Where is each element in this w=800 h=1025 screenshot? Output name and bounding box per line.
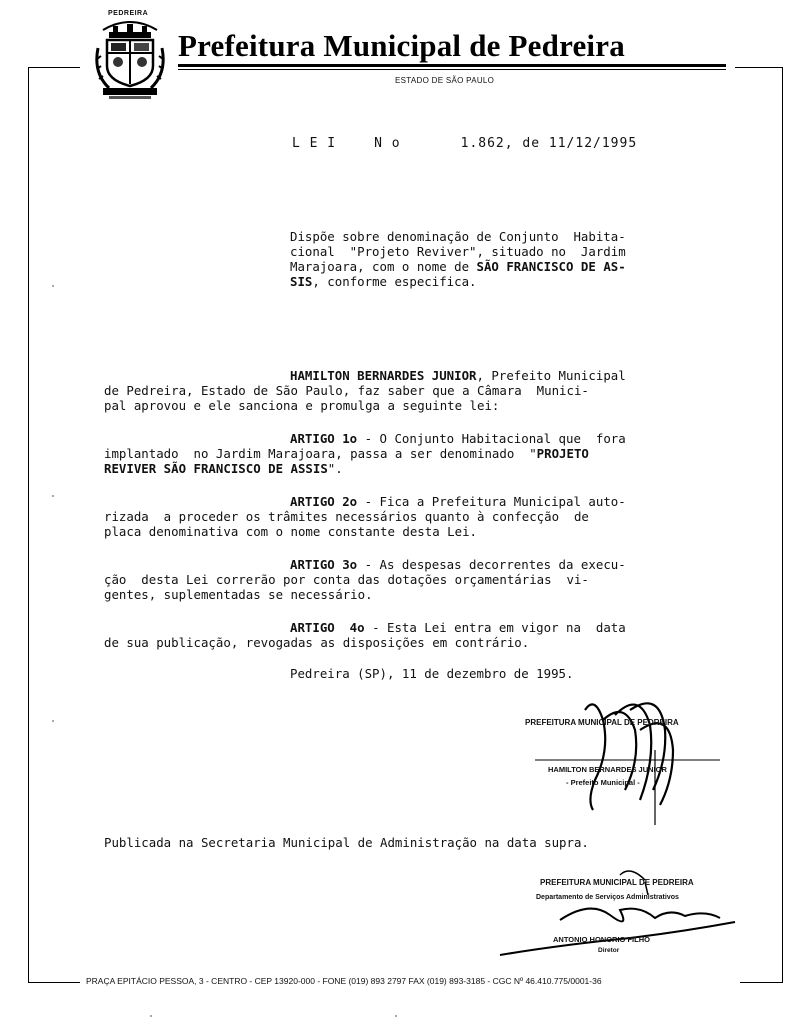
signer-name: ANTONIO HONORIO FILHO: [553, 935, 650, 944]
mayor-signature: [475, 690, 735, 830]
summary-line: cional "Projeto Reviver", situado no Jardim: [290, 244, 626, 259]
article-3-line: gentes, suplementadas se necessário.: [104, 587, 373, 602]
scan-speck: [150, 1015, 152, 1017]
article-4-line: ARTIGO 4o - Esta Lei entra em vigor na data: [290, 620, 626, 635]
frame-line: [28, 982, 80, 983]
publication-note: Publicada na Secretaria Municipal de Administração na data supra.: [104, 835, 589, 850]
article-1-line: REVIVER SÃO FRANCISCO DE ASSIS".: [104, 461, 343, 476]
intro-line: pal aprovou e ele sanciona e promulga a seguinte lei:: [104, 398, 500, 413]
footer-address: PRAÇA EPITÁCIO PESSOA, 3 - CENTRO - CEP 13920-000 - FONE (019) 893 2797 FAX (019) 893-3185 - CGC Nº 46.410.775/0001-36: [86, 976, 602, 986]
law-kind: L E I: [292, 136, 337, 151]
title-rule: [178, 64, 726, 67]
summary-line: Dispõe sobre denominação de Conjunto Habita-: [290, 229, 626, 244]
coat-of-arms-logo: [95, 18, 165, 100]
summary-line: SIS, conforme especifica.: [290, 274, 477, 289]
state-subtitle: ESTADO DE SÃO PAULO: [395, 76, 495, 85]
title-rule-thin: [178, 69, 726, 70]
frame-line: [28, 67, 29, 982]
intro-line: HAMILTON BERNARDES JUNIOR, Prefeito Municipal: [290, 368, 626, 383]
intro-line: de Pedreira, Estado de São Paulo, faz saber que a Câmara Munici-: [104, 383, 589, 398]
page-title: Prefeitura Municipal de Pedreira: [178, 28, 625, 63]
article-2-line: placa denominativa com o nome constante desta Lei.: [104, 524, 477, 539]
article-2-line: rizada a proceder os trâmites necessários quanto à confecção de: [104, 509, 589, 524]
place-date: Pedreira (SP), 11 de dezembro de 1995.: [290, 666, 574, 681]
article-4-line: de sua publicação, revogadas as disposições em contrário.: [104, 635, 530, 650]
article-3-line: ção desta Lei correrão por conta das dotações orçamentárias vi-: [104, 572, 589, 587]
signer-role: Diretor: [598, 947, 620, 954]
article-1-line: ARTIGO 1o - O Conjunto Habitacional que fora: [290, 431, 626, 446]
frame-line: [28, 67, 80, 68]
article-2-line: ARTIGO 2o - Fica a Prefeitura Municipal auto-: [290, 494, 626, 509]
signature-stamp: PREFEITURA MUNICIPAL DE PEDREIRA: [525, 718, 679, 727]
article-3-line: ARTIGO 3o - As despesas decorrentes da execu-: [290, 557, 626, 572]
signer-name: HAMILTON BERNARDES JUNIOR: [548, 765, 667, 774]
signer-role: - Prefeito Municipal -: [566, 778, 640, 787]
crest-label: PEDREIRA: [108, 10, 149, 17]
scan-speck: [395, 1015, 397, 1017]
scan-speck: [52, 285, 54, 287]
signature-stamp: PREFEITURA MUNICIPAL DE PEDREIRA: [540, 878, 694, 887]
frame-line: [740, 982, 783, 983]
law-number-label: N o: [374, 136, 401, 151]
scan-speck: [52, 495, 54, 497]
law-heading: [292, 136, 637, 151]
department-label: Departamento de Serviços Administrativos: [536, 894, 679, 901]
summary-line: Marajoara, com o nome de SÃO FRANCISCO DE AS-: [290, 259, 626, 274]
frame-line: [735, 67, 783, 68]
article-1-line: implantado no Jardim Marajoara, passa a ser denominado "PROJETO: [104, 446, 589, 461]
law-number-date: 1.862, de 11/12/1995: [460, 136, 638, 151]
frame-line: [782, 67, 783, 982]
scan-speck: [52, 720, 54, 722]
